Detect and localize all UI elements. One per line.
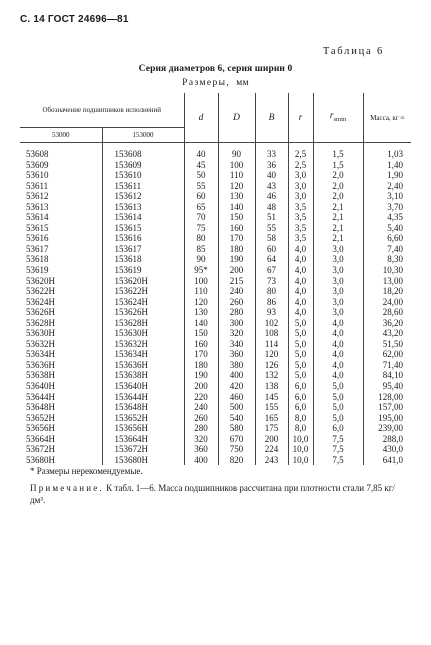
cell-D: 150 (218, 212, 255, 223)
cell-exec1: 53632Н (20, 339, 102, 350)
cell-r: 2,5 (288, 160, 313, 171)
cell-D: 360 (218, 349, 255, 360)
cell-r: 5,0 (288, 349, 313, 360)
cell-B: 243 (255, 455, 288, 466)
cell-exec2: 153620Н (102, 276, 184, 287)
cell-rsmin: 2,1 (313, 212, 363, 223)
cell-r: 5,0 (288, 370, 313, 381)
cell-rsmin: 4,0 (313, 339, 363, 350)
cell-exec2: 153638Н (102, 370, 184, 381)
cell-mass: 157,00 (378, 402, 403, 413)
cell-exec2: 153652Н (102, 413, 184, 424)
cell-d: 85 (184, 244, 218, 255)
table-row (20, 392, 411, 403)
cell-exec2: 153632Н (102, 339, 184, 350)
cell-exec1: 53614 (20, 212, 102, 223)
cell-B: 55 (255, 223, 288, 234)
cell-d: 200 (184, 381, 218, 392)
cell-r: 3,5 (288, 233, 313, 244)
table-row (20, 143, 411, 160)
cell-mass: 4,35 (387, 212, 403, 223)
cell-rsmin: 5,0 (313, 381, 363, 392)
header-exec2: 153000 (102, 128, 184, 143)
cell-rsmin: 3,0 (313, 244, 363, 255)
cell-exec2: 153648Н (102, 402, 184, 413)
cell-r: 8,0 (288, 423, 313, 434)
cell-r: 4,0 (288, 276, 313, 287)
cell-r: 5,0 (288, 328, 313, 339)
cell-exec2: 153644Н (102, 392, 184, 403)
cell-exec2: 153616 (102, 233, 184, 244)
cell-B: 155 (255, 402, 288, 413)
cell-exec1: 53609 (20, 160, 102, 171)
table-row (20, 307, 411, 318)
cell-rsmin: 7,5 (313, 455, 363, 466)
cell-exec1: 53622Н (20, 286, 102, 297)
cell-rsmin: 4,0 (313, 370, 363, 381)
cell-D: 580 (218, 423, 255, 434)
footnote: * Размеры нерекомендуемые. (30, 466, 143, 476)
header-mass: Масса, кг ≈ (363, 93, 411, 143)
cell-B: 43 (255, 181, 288, 192)
cell-r: 2,5 (288, 143, 313, 160)
cell-d: 55 (184, 181, 218, 192)
cell-exec1: 53638Н (20, 370, 102, 381)
cell-B: 86 (255, 297, 288, 308)
table-row (20, 181, 411, 192)
table-row (20, 170, 411, 181)
cell-mass: 1,03 (387, 149, 403, 159)
cell-D: 140 (218, 202, 255, 213)
cell-B: 40 (255, 170, 288, 181)
cell-exec2: 153636Н (102, 360, 184, 371)
cell-exec2: 153622Н (102, 286, 184, 297)
cell-D: 110 (218, 170, 255, 181)
cell-mass: 3,10 (387, 191, 403, 202)
cell-d: 65 (184, 202, 218, 213)
cell-r: 5,0 (288, 339, 313, 350)
header-designation: Обозначение подшипников исполнений (20, 93, 184, 128)
cell-exec1: 53640Н (20, 381, 102, 392)
cell-mass: 62,00 (382, 349, 403, 360)
cell-exec1: 53680Н (20, 455, 102, 466)
cell-d: 150 (184, 328, 218, 339)
cell-d: 160 (184, 339, 218, 350)
cell-D: 750 (218, 444, 255, 455)
cell-B: 132 (255, 370, 288, 381)
cell-exec2: 153612 (102, 191, 184, 202)
cell-D: 190 (218, 254, 255, 265)
page-header: С. 14 ГОСТ 24696—81 (20, 14, 129, 25)
cell-D: 200 (218, 265, 255, 276)
table-row (20, 318, 411, 329)
cell-mass: 10,30 (382, 265, 403, 276)
cell-rsmin: 7,5 (313, 434, 363, 445)
cell-B: 48 (255, 202, 288, 213)
cell-rsmin: 3,0 (313, 307, 363, 318)
cell-rsmin: 2,1 (313, 202, 363, 213)
cell-rsmin: 6,0 (313, 423, 363, 434)
cell-exec2: 153630Н (102, 328, 184, 339)
table-row (20, 444, 411, 455)
cell-D: 320 (218, 328, 255, 339)
cell-B: 145 (255, 392, 288, 403)
cell-d: 70 (184, 212, 218, 223)
cell-D: 280 (218, 307, 255, 318)
cell-mass: 641,0 (382, 454, 403, 465)
table-row (20, 191, 411, 202)
table-row (20, 328, 411, 339)
cell-exec2: 153619 (102, 265, 184, 276)
cell-exec2: 153615 (102, 223, 184, 234)
cell-mass: 128,00 (378, 391, 403, 402)
header-exec1: 53000 (20, 128, 102, 143)
cell-exec1: 53634Н (20, 349, 102, 360)
cell-r: 6,0 (288, 381, 313, 392)
cell-mass: 95,40 (382, 381, 403, 392)
cell-rsmin: 5,0 (313, 402, 363, 413)
cell-exec1: 53656Н (20, 423, 102, 434)
header-B: B (255, 93, 288, 143)
cell-exec1: 53664Н (20, 434, 102, 445)
cell-exec1: 53628Н (20, 318, 102, 329)
cell-B: 114 (255, 339, 288, 350)
table-row (20, 339, 411, 350)
table-row (20, 297, 411, 308)
cell-mass: 28,60 (382, 307, 403, 318)
note (30, 483, 410, 506)
cell-mass: 84,10 (382, 370, 403, 381)
cell-mass: 36,20 (382, 317, 403, 328)
cell-D: 130 (218, 191, 255, 202)
cell-rsmin: 3,0 (313, 254, 363, 265)
cell-r: 4,0 (288, 254, 313, 265)
cell-D: 260 (218, 297, 255, 308)
cell-B: 46 (255, 191, 288, 202)
table-row (20, 402, 411, 413)
table-row (20, 254, 411, 265)
cell-B: 93 (255, 307, 288, 318)
cell-D: 400 (218, 370, 255, 381)
table-row (20, 349, 411, 360)
cell-D: 540 (218, 413, 255, 424)
cell-B: 126 (255, 360, 288, 371)
table-label: Таблица 6 (322, 46, 384, 57)
cell-B: 67 (255, 265, 288, 276)
table-row (20, 455, 411, 466)
cell-d: 95* (184, 265, 218, 276)
cell-rsmin: 3,0 (313, 276, 363, 287)
sizes-label: Размеры, (182, 78, 231, 88)
header-rsmin-sub: smin (333, 115, 347, 123)
cell-D: 670 (218, 434, 255, 445)
cell-exec1: 53620Н (20, 276, 102, 287)
cell-d: 50 (184, 170, 218, 181)
cell-mass: 7,40 (387, 243, 403, 254)
cell-mass: 43,20 (382, 328, 403, 339)
cell-exec1: 53630Н (20, 328, 102, 339)
cell-d: 110 (184, 286, 218, 297)
table-row (20, 233, 411, 244)
cell-mass: 6,60 (387, 233, 403, 244)
cell-exec2: 153656Н (102, 423, 184, 434)
cell-r: 3,5 (288, 223, 313, 234)
bearing-table (20, 93, 411, 465)
cell-mass: 288,0 (382, 433, 403, 444)
cell-D: 420 (218, 381, 255, 392)
table-row (20, 434, 411, 445)
table-row (20, 265, 411, 276)
cell-r: 4,0 (288, 286, 313, 297)
cell-r: 3,0 (288, 170, 313, 181)
cell-exec1: 53624Н (20, 297, 102, 308)
cell-r: 6,0 (288, 402, 313, 413)
table-row (20, 286, 411, 297)
cell-B: 138 (255, 381, 288, 392)
cell-D: 170 (218, 233, 255, 244)
cell-r: 10,0 (288, 455, 313, 466)
cell-exec1: 53610 (20, 170, 102, 181)
cell-B: 60 (255, 244, 288, 255)
cell-rsmin: 2,0 (313, 170, 363, 181)
cell-exec2: 153640Н (102, 381, 184, 392)
cell-rsmin: 1,5 (313, 143, 363, 160)
cell-r: 4,0 (288, 265, 313, 276)
cell-B: 73 (255, 276, 288, 287)
cell-exec1: 53613 (20, 202, 102, 213)
header-D: D (218, 93, 255, 143)
cell-rsmin: 4,0 (313, 318, 363, 329)
cell-d: 40 (184, 143, 218, 160)
header-rsmin-base: r (329, 110, 334, 121)
table-row (20, 202, 411, 213)
cell-mass: 1,90 (387, 170, 403, 181)
cell-d: 120 (184, 297, 218, 308)
cell-exec1: 53644Н (20, 392, 102, 403)
cell-d: 45 (184, 160, 218, 171)
cell-exec1: 53648Н (20, 402, 102, 413)
cell-d: 60 (184, 191, 218, 202)
cell-mass: 24,00 (382, 296, 403, 307)
cell-D: 180 (218, 244, 255, 255)
cell-exec1: 53618 (20, 254, 102, 265)
cell-exec1: 53616 (20, 233, 102, 244)
cell-B: 102 (255, 318, 288, 329)
cell-rsmin: 5,0 (313, 392, 363, 403)
cell-exec1: 53615 (20, 223, 102, 234)
cell-rsmin: 2,0 (313, 181, 363, 192)
cell-exec1: 53608 (20, 143, 102, 160)
cell-exec2: 153626Н (102, 307, 184, 318)
cell-r: 4,0 (288, 244, 313, 255)
cell-d: 180 (184, 360, 218, 371)
cell-exec2: 153614 (102, 212, 184, 223)
cell-exec2: 153628Н (102, 318, 184, 329)
cell-exec2: 153617 (102, 244, 184, 255)
cell-B: 33 (255, 143, 288, 160)
cell-r: 4,0 (288, 297, 313, 308)
cell-mass: 18,20 (382, 286, 403, 297)
table-row (20, 413, 411, 424)
cell-rsmin: 2,1 (313, 223, 363, 234)
cell-r: 8,0 (288, 413, 313, 424)
cell-D: 340 (218, 339, 255, 350)
cell-B: 36 (255, 160, 288, 171)
cell-B: 80 (255, 286, 288, 297)
cell-rsmin: 4,0 (313, 349, 363, 360)
cell-mass: 51,50 (382, 338, 403, 349)
cell-r: 3,5 (288, 202, 313, 213)
cell-D: 300 (218, 318, 255, 329)
cell-B: 165 (255, 413, 288, 424)
table-row (20, 160, 411, 171)
table-row (20, 276, 411, 287)
header-d: d (184, 93, 218, 143)
cell-d: 280 (184, 423, 218, 434)
cell-rsmin: 4,0 (313, 360, 363, 371)
cell-D: 240 (218, 286, 255, 297)
cell-d: 100 (184, 276, 218, 287)
cell-exec2: 153664Н (102, 434, 184, 445)
cell-rsmin: 1,5 (313, 160, 363, 171)
cell-d: 190 (184, 370, 218, 381)
cell-exec2: 153634Н (102, 349, 184, 360)
cell-d: 140 (184, 318, 218, 329)
cell-mass: 195,00 (378, 412, 403, 423)
cell-rsmin: 4,0 (313, 328, 363, 339)
table-row (20, 212, 411, 223)
cell-r: 3,5 (288, 212, 313, 223)
cell-exec2: 153609 (102, 160, 184, 171)
series-title: Серия диаметров 6, серия ширин 0 (138, 64, 293, 74)
cell-r: 10,0 (288, 444, 313, 455)
cell-B: 120 (255, 349, 288, 360)
cell-exec2: 153624Н (102, 297, 184, 308)
cell-mass: 13,00 (382, 275, 403, 286)
cell-mass: 1,40 (387, 159, 403, 170)
cell-d: 170 (184, 349, 218, 360)
cell-exec1: 53612 (20, 191, 102, 202)
cell-mass: 2,40 (387, 180, 403, 191)
cell-exec1: 53611 (20, 181, 102, 192)
table-row (20, 223, 411, 234)
cell-exec1: 53652Н (20, 413, 102, 424)
cell-rsmin: 7,5 (313, 444, 363, 455)
cell-exec2: 153613 (102, 202, 184, 213)
cell-exec2: 153610 (102, 170, 184, 181)
cell-exec2: 153611 (102, 181, 184, 192)
cell-d: 400 (184, 455, 218, 466)
cell-D: 120 (218, 181, 255, 192)
cell-mass: 239,00 (378, 423, 403, 434)
cell-d: 360 (184, 444, 218, 455)
note-text: К табл. 1—6. Масса подшипников рассчитана при плотности стали 7,85 кг/дм³. (30, 483, 395, 505)
cell-mass: 71,40 (382, 359, 403, 370)
sizes-unit: мм (236, 78, 249, 88)
table-row (20, 360, 411, 371)
cell-r: 6,0 (288, 392, 313, 403)
cell-d: 90 (184, 254, 218, 265)
cell-D: 215 (218, 276, 255, 287)
cell-r: 4,0 (288, 307, 313, 318)
cell-D: 820 (218, 455, 255, 466)
cell-d: 75 (184, 223, 218, 234)
cell-exec1: 53617 (20, 244, 102, 255)
cell-d: 260 (184, 413, 218, 424)
cell-rsmin: 2,1 (313, 233, 363, 244)
cell-D: 500 (218, 402, 255, 413)
cell-mass: 430,0 (382, 444, 403, 455)
cell-B: 58 (255, 233, 288, 244)
table-row (20, 244, 411, 255)
cell-rsmin: 3,0 (313, 265, 363, 276)
cell-D: 380 (218, 360, 255, 371)
cell-exec2: 153680Н (102, 455, 184, 466)
cell-r: 3,0 (288, 181, 313, 192)
cell-exec1: 53636Н (20, 360, 102, 371)
cell-d: 220 (184, 392, 218, 403)
cell-r: 5,0 (288, 360, 313, 371)
cell-d: 80 (184, 233, 218, 244)
cell-r: 3,0 (288, 191, 313, 202)
cell-B: 64 (255, 254, 288, 265)
sizes-caption (0, 78, 431, 88)
cell-D: 460 (218, 392, 255, 403)
table-row (20, 423, 411, 434)
table-row (20, 370, 411, 381)
cell-B: 51 (255, 212, 288, 223)
cell-B: 200 (255, 434, 288, 445)
cell-D: 160 (218, 223, 255, 234)
header-rsmin (313, 93, 363, 143)
cell-exec1: 53626Н (20, 307, 102, 318)
cell-B: 108 (255, 328, 288, 339)
cell-exec1: 53672Н (20, 444, 102, 455)
cell-D: 100 (218, 160, 255, 171)
cell-d: 240 (184, 402, 218, 413)
table-body (20, 143, 411, 466)
cell-d: 320 (184, 434, 218, 445)
cell-d: 130 (184, 307, 218, 318)
cell-mass: 8,30 (387, 254, 403, 265)
cell-exec2: 153608 (102, 143, 184, 160)
header-r: r (288, 93, 313, 143)
cell-r: 5,0 (288, 318, 313, 329)
cell-mass: 5,40 (387, 222, 403, 233)
cell-exec1: 53619 (20, 265, 102, 276)
cell-B: 224 (255, 444, 288, 455)
cell-D: 90 (218, 143, 255, 160)
table-row (20, 381, 411, 392)
cell-rsmin: 3,0 (313, 297, 363, 308)
cell-exec2: 153618 (102, 254, 184, 265)
cell-mass: 3,70 (387, 201, 403, 212)
cell-B: 175 (255, 423, 288, 434)
cell-rsmin: 3,0 (313, 286, 363, 297)
cell-rsmin: 2,0 (313, 191, 363, 202)
note-lead: Примечание. (30, 483, 104, 493)
cell-r: 10,0 (288, 434, 313, 445)
cell-rsmin: 5,0 (313, 413, 363, 424)
cell-exec2: 153672Н (102, 444, 184, 455)
